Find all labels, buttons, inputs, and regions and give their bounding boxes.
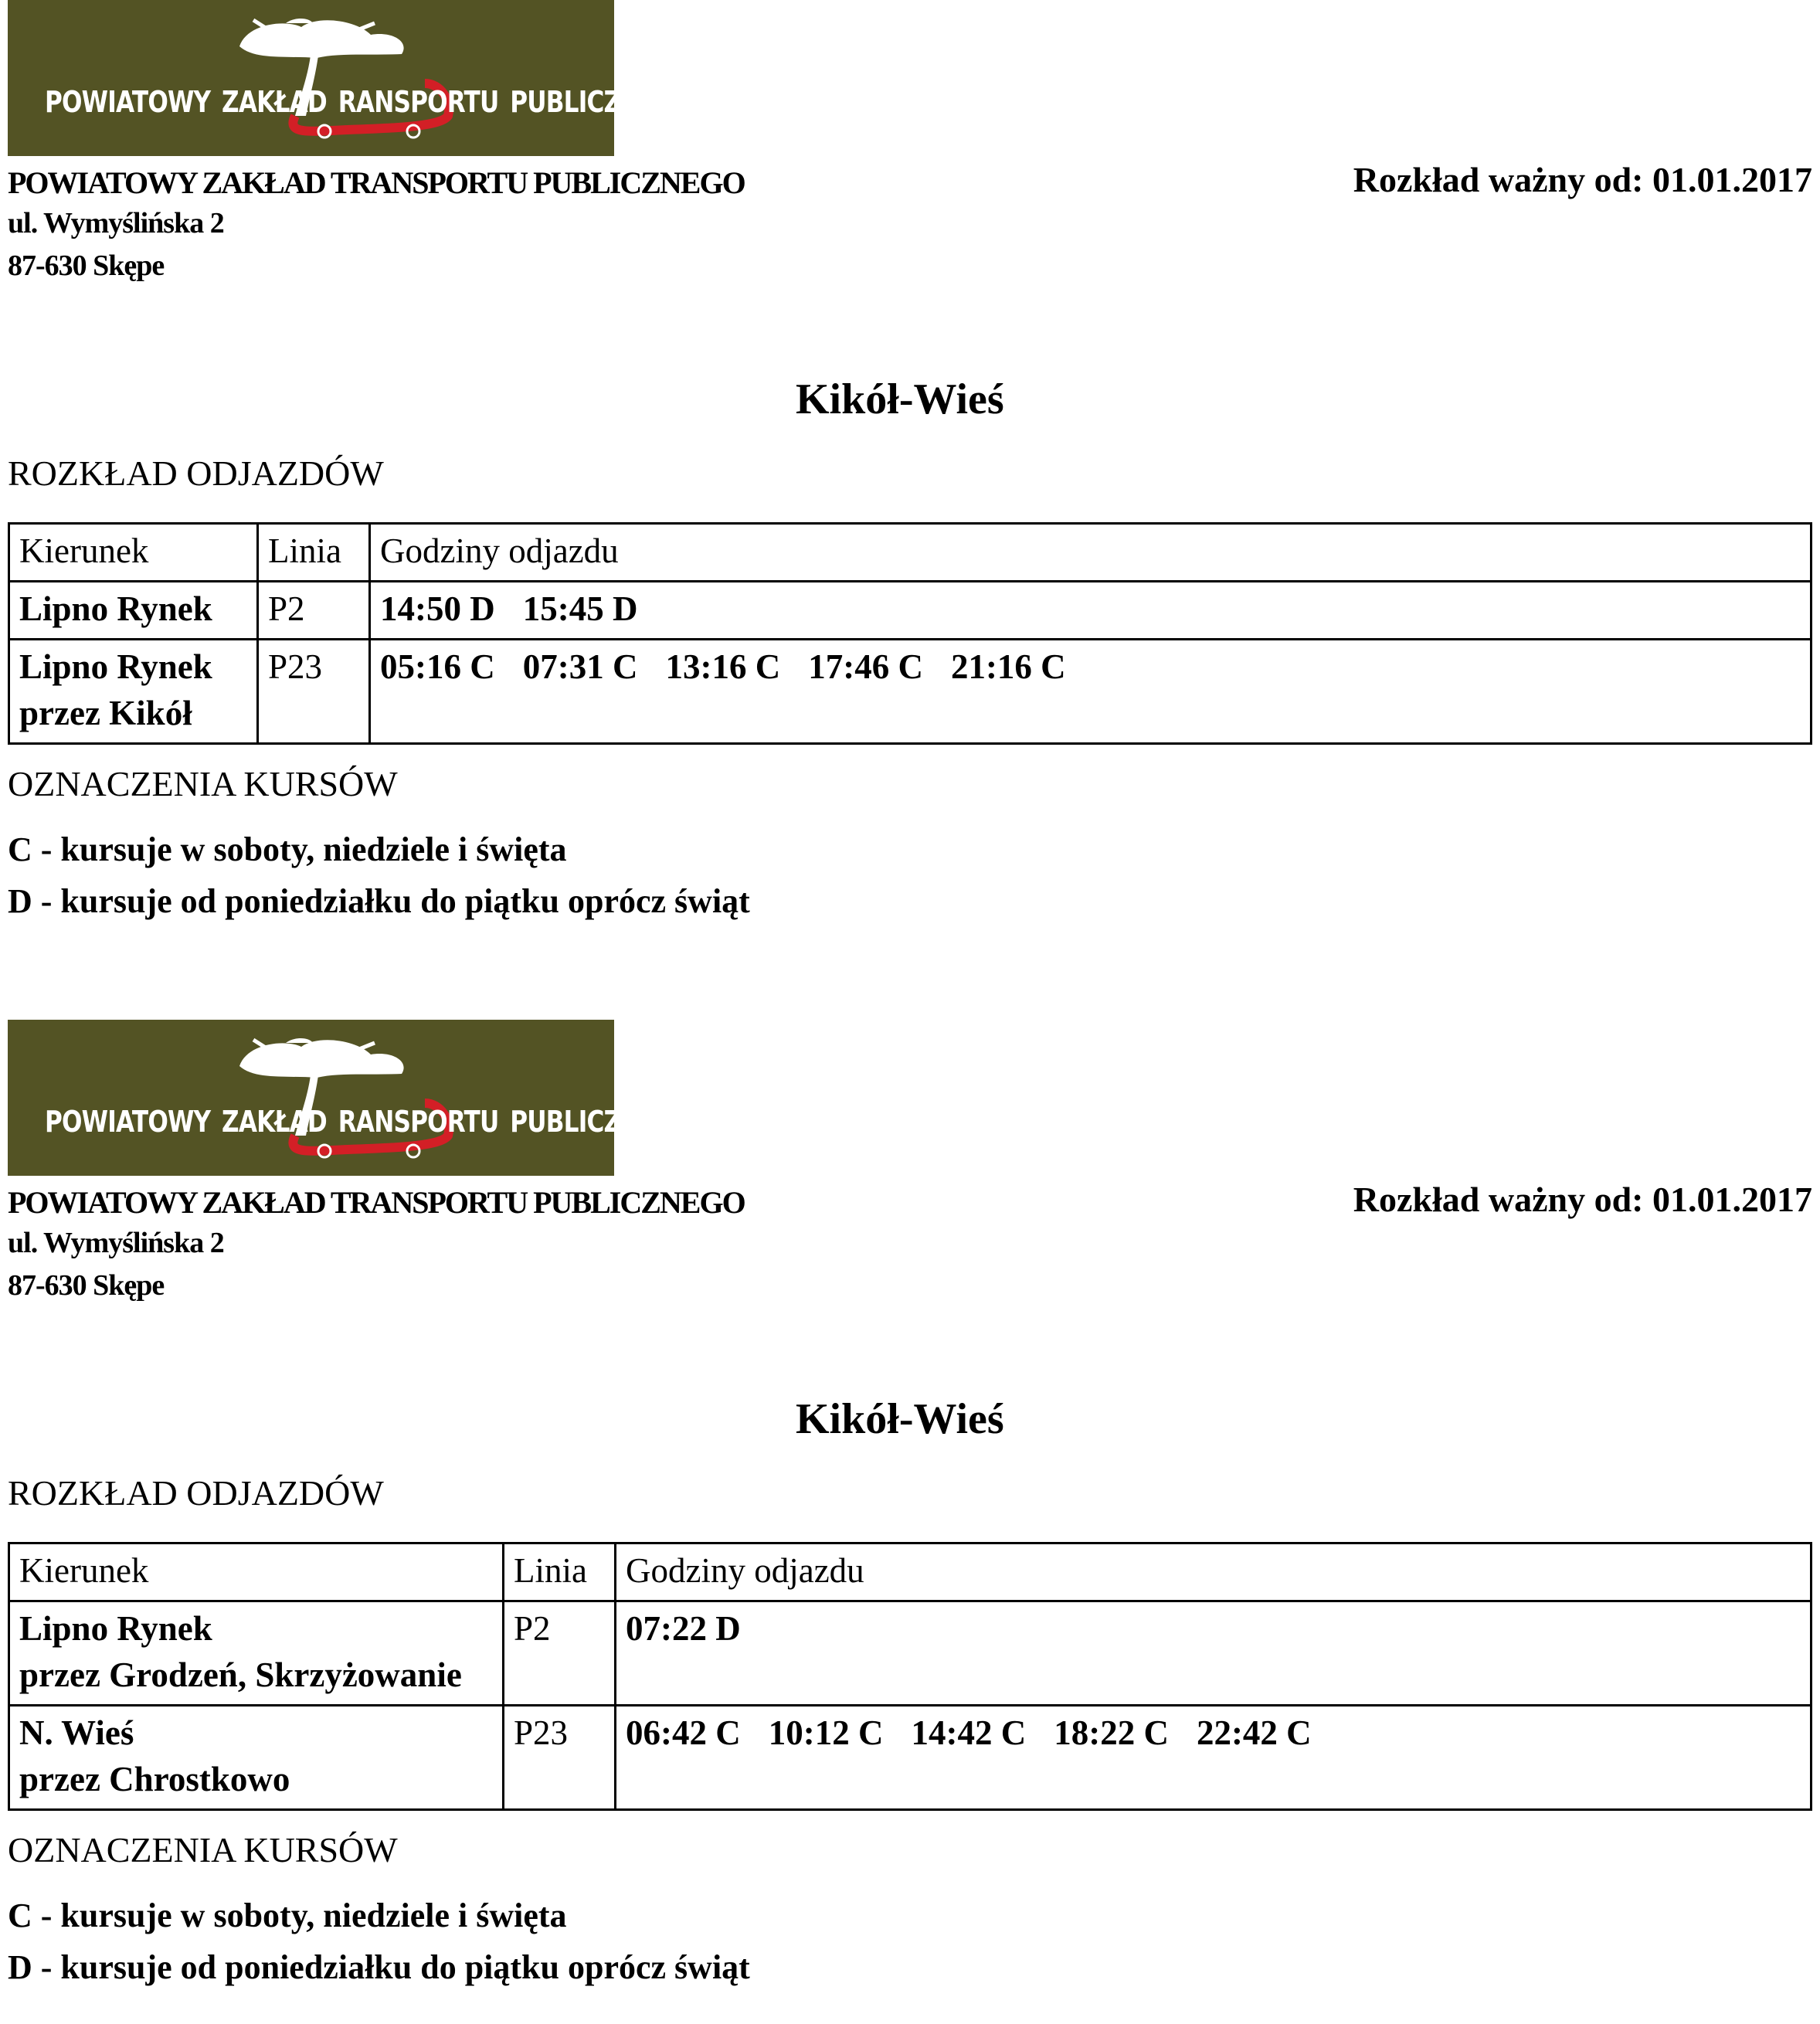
legend-item: C - kursuje w soboty, niedziele i święta [8, 1897, 567, 1934]
table-header-row [9, 1543, 1812, 1601]
logo-word-3: RANSPORTU [338, 1105, 499, 1139]
line-cell: P23 [504, 1706, 616, 1810]
logo-wordmark [45, 85, 706, 119]
stop-name: Kikół-Wieś [796, 375, 1004, 423]
table-row [9, 582, 1812, 640]
table-header-row [9, 524, 1812, 582]
logo-word-1: POWIATOWY [45, 85, 211, 119]
col-times: Godziny odjazdu [616, 1543, 1812, 1601]
legend-item: D - kursuje od poniedziałku do piątku oprócz świąt [8, 882, 750, 920]
logo-word-1: POWIATOWY [45, 1105, 211, 1139]
departure-time: 22:42 C [1196, 1713, 1312, 1752]
times-cell [370, 640, 1812, 744]
logo-word-4: PUBLICZNEGO [510, 1105, 695, 1139]
logo-wordmark [45, 1105, 706, 1139]
table-row [9, 1706, 1812, 1810]
departures-table [8, 1542, 1812, 1811]
departures-table [8, 522, 1812, 745]
pztp-logo [8, 1020, 695, 1176]
line-cell: P2 [258, 582, 370, 640]
company-name: POWIATOWY ZAKŁAD TRANSPORTU PUBLICZNEGO [8, 165, 745, 200]
direction-cell [9, 1706, 504, 1810]
direction-cell [9, 1601, 504, 1706]
col-line: Linia [504, 1543, 616, 1601]
table-row [9, 1601, 1812, 1706]
col-direction: Kierunek [9, 1543, 504, 1601]
times-cell [616, 1601, 1812, 1706]
pztp-logo [8, 0, 695, 156]
direction-line: Lipno Rynek [19, 589, 212, 628]
valid-from: Rozkład ważny od: 01.01.2017 [1353, 160, 1812, 199]
tree-bus-icon [8, 0, 614, 156]
direction-line: Lipno Rynek [19, 1609, 212, 1648]
legend-item: C - kursuje w soboty, niedziele i święta [8, 830, 567, 868]
logo-word-3: RANSPORTU [338, 85, 499, 119]
departure-time: 07:31 C [522, 647, 638, 686]
line-cell: P2 [504, 1601, 616, 1706]
direction-line: N. Wieś [19, 1713, 134, 1752]
company-city: 87-630 Skępe [8, 1269, 165, 1302]
line-cell: P23 [258, 640, 370, 744]
col-times: Godziny odjazdu [370, 524, 1812, 582]
departure-time: 14:50 D [380, 589, 495, 628]
direction-via: przez Kikół [19, 694, 192, 732]
departure-time: 14:42 C [911, 1713, 1027, 1752]
departure-time: 05:16 C [380, 647, 495, 686]
stop-name: Kikół-Wieś [796, 1395, 1004, 1443]
direction-via: przez Grodzeń, Skrzyżowanie [19, 1656, 462, 1694]
legend-title: OZNACZENIA KURSÓW [8, 1830, 398, 1869]
departure-time: 18:22 C [1054, 1713, 1169, 1752]
departure-time: 10:12 C [768, 1713, 884, 1752]
legend-title: OZNACZENIA KURSÓW [8, 764, 398, 803]
col-line: Linia [258, 524, 370, 582]
valid-from: Rozkład ważny od: 01.01.2017 [1353, 1180, 1812, 1219]
direction-line: Lipno Rynek [19, 647, 212, 686]
tree-bus-icon [8, 1020, 614, 1176]
direction-cell [9, 640, 258, 744]
departure-time: 21:16 C [950, 647, 1066, 686]
timetable-heading: ROZKŁAD ODJAZDÓW [8, 1473, 384, 1513]
legend-item: D - kursuje od poniedziałku do piątku oprócz świąt [8, 1948, 750, 1986]
direction-via: przez Chrostkowo [19, 1760, 290, 1798]
logo-word-2: ZAKŁAD [222, 1105, 327, 1139]
company-name: POWIATOWY ZAKŁAD TRANSPORTU PUBLICZNEGO [8, 1185, 745, 1220]
departure-time: 15:45 D [522, 589, 638, 628]
company-street: ul. Wymyślińska 2 [8, 207, 224, 239]
times-cell [370, 582, 1812, 640]
company-city: 87-630 Skępe [8, 250, 165, 282]
company-street: ul. Wymyślińska 2 [8, 1227, 224, 1259]
logo-word-2: ZAKŁAD [222, 85, 327, 119]
departure-time: 13:16 C [665, 647, 781, 686]
departure-time: 07:22 D [626, 1609, 741, 1648]
timetable-heading: ROZKŁAD ODJAZDÓW [8, 453, 384, 493]
col-direction: Kierunek [9, 524, 258, 582]
departure-time: 06:42 C [626, 1713, 741, 1752]
logo-word-4: PUBLICZNEGO [510, 85, 695, 119]
times-cell [616, 1706, 1812, 1810]
timetable-sheet-1 [8, 0, 1812, 1004]
departure-time: 17:46 C [808, 647, 923, 686]
direction-cell [9, 582, 258, 640]
timetable-sheet-2 [8, 1020, 1812, 2024]
table-row [9, 640, 1812, 744]
